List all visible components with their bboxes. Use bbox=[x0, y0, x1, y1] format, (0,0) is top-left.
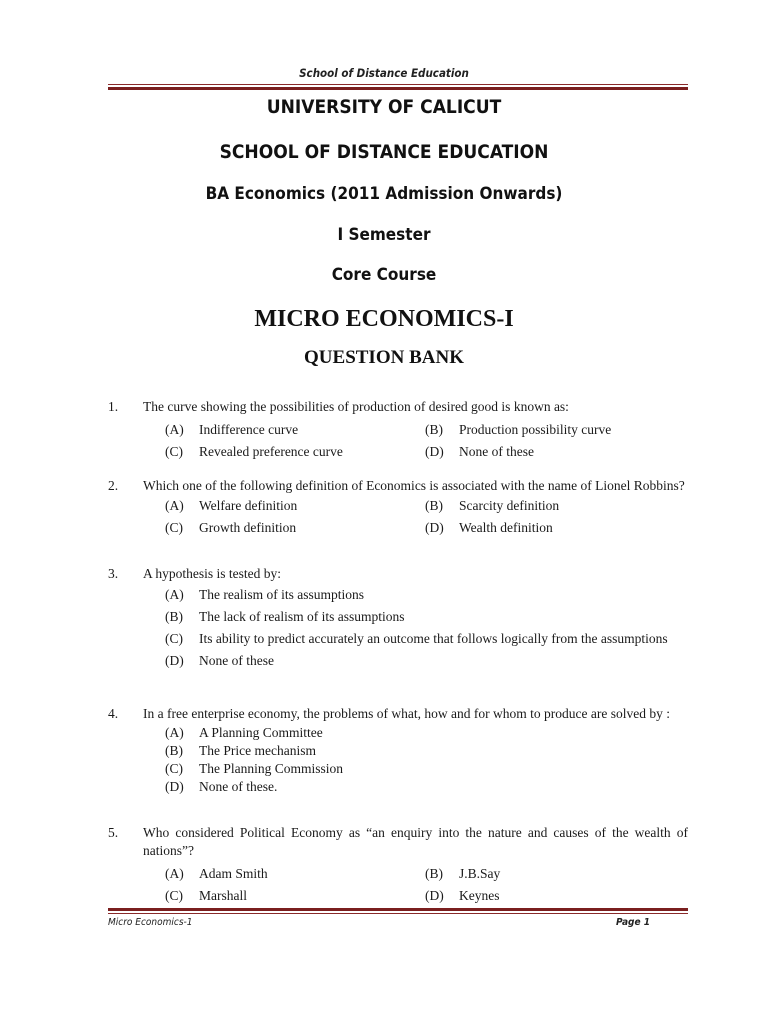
question-5 bbox=[108, 824, 688, 907]
option-a: (A) The realism of its assumptions bbox=[165, 587, 364, 602]
option-b: (B) The Price mechanism bbox=[165, 743, 316, 758]
question-number: 4. bbox=[108, 706, 119, 721]
page-footer bbox=[108, 917, 688, 928]
question-number: 5. bbox=[108, 825, 119, 840]
option-d: (D) None of these. bbox=[165, 779, 278, 794]
footer-page-number: Page 1 bbox=[616, 917, 650, 928]
option-c: (C) Revealed preference curve bbox=[165, 444, 343, 459]
course-type-title: Core Course bbox=[331, 265, 437, 285]
option-d: (D) None of these bbox=[425, 444, 534, 459]
option-a: (A) Indifference curve bbox=[165, 422, 299, 437]
question-1 bbox=[108, 398, 688, 463]
header-rule bbox=[108, 84, 688, 90]
programme-title: BA Economics (2011 Admission Onwards) bbox=[205, 184, 563, 204]
option-c: (C) Growth definition bbox=[165, 520, 297, 535]
course-name-title: MICRO ECONOMICS-I bbox=[254, 306, 514, 332]
question-stem: Who considered Political Economy as “an enquiry into the nature and causes of the wealth of nations”? bbox=[143, 825, 688, 858]
option-c: (C) Its ability to predict accurately an outcome that follows logically from the assumptions bbox=[165, 631, 668, 646]
option-d: (D) None of these bbox=[165, 653, 274, 668]
option-a: (A) A Planning Committee bbox=[165, 725, 323, 740]
option-b: (B) Production possibility curve bbox=[425, 422, 612, 437]
question-stem: The curve showing the possibilities of production of desired good is known as: bbox=[143, 399, 569, 414]
question-number: 3. bbox=[108, 566, 119, 581]
school-title: SCHOOL OF DISTANCE EDUCATION bbox=[219, 141, 549, 163]
semester-title: I Semester bbox=[337, 225, 431, 245]
option-d: (D) Wealth definition bbox=[425, 520, 553, 535]
option-c: (C) The Planning Commission bbox=[165, 761, 344, 776]
question-4 bbox=[108, 705, 688, 796]
question-stem: In a free enterprise economy, the problems of what, how and for whom to produce are solved by : bbox=[143, 706, 670, 721]
footer-rule bbox=[108, 908, 688, 914]
option-b: (B) J.B.Say bbox=[425, 866, 501, 881]
question-2 bbox=[108, 477, 688, 539]
question-stem: A hypothesis is tested by: bbox=[143, 566, 281, 581]
question-3 bbox=[108, 565, 688, 674]
question-stem: Which one of the following definition of Economics is associated with the name of Lionel Robbins? bbox=[143, 478, 685, 493]
doc-type-title: QUESTION BANK bbox=[304, 347, 464, 368]
footer-course: Micro Economics-1 bbox=[108, 917, 193, 928]
question-number: 2. bbox=[108, 478, 119, 493]
university-title: UNIVERSITY OF CALICUT bbox=[266, 96, 502, 118]
option-d: (D) Keynes bbox=[425, 888, 500, 903]
option-a: (A) Welfare definition bbox=[165, 498, 298, 513]
option-c: (C) Marshall bbox=[165, 888, 247, 903]
question-number: 1. bbox=[108, 399, 119, 414]
option-a: (A) Adam Smith bbox=[165, 866, 268, 881]
running-header: School of Distance Education bbox=[299, 66, 469, 80]
option-b: (B) Scarcity definition bbox=[425, 498, 560, 513]
option-b: (B) The lack of realism of its assumptions bbox=[165, 609, 405, 624]
